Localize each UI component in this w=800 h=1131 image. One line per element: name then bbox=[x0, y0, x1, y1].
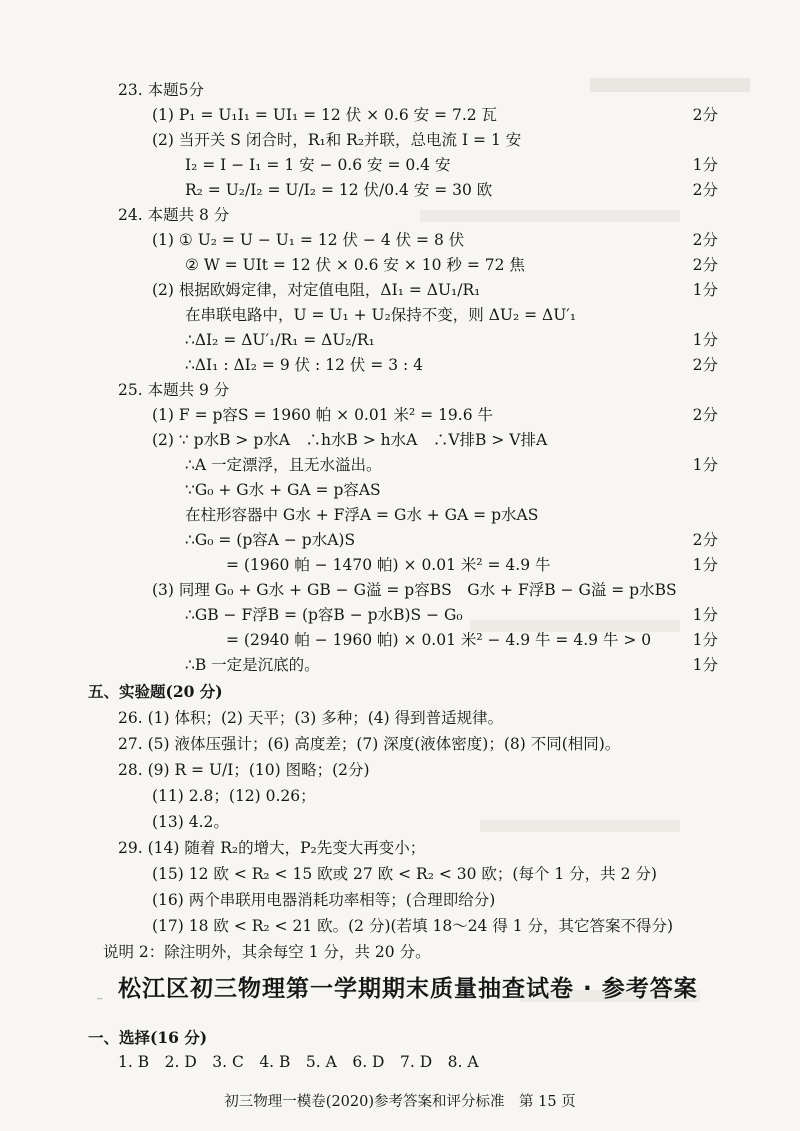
q23-score-1: 2分 bbox=[692, 106, 718, 124]
q23-header: 23. 本题5分 bbox=[118, 81, 204, 99]
q27-answer: 27. (5) 液体压强计；(6) 高度差；(7) 深度(液体密度)；(8) 不同(相同)。 bbox=[118, 735, 621, 753]
document-title: 松江区初三物理第一学期期末质量抽查试卷 · 参考答案 bbox=[118, 976, 698, 1002]
q23-score-3: 1分 bbox=[692, 156, 718, 174]
section5-header: 五、实验题(20 分) bbox=[88, 682, 223, 701]
q29-answer-4: (17) 18 欧 < R₂ < 21 欧。(2 分)(若填 18～24 得 1 分，其它答案不得分) bbox=[152, 917, 674, 935]
q25-header: 25. 本题共 9 分 bbox=[118, 381, 230, 399]
q24-score-3: 1分 bbox=[692, 281, 718, 299]
q25-line-1: (1) F = p容S = 1960 帕 × 0.01 米² = 19.6 牛 bbox=[152, 406, 494, 424]
q29-answer: 29. (14) 随着 R₂的增大，P₂先变大再变小； bbox=[118, 839, 426, 857]
q25-score-3: 1分 bbox=[692, 456, 718, 474]
q25-score-6: 2分 bbox=[692, 531, 718, 549]
q25-line-11: ∴B 一定是沉底的。 bbox=[185, 656, 320, 674]
page-footer: 初三物理一模卷(2020)参考答案和评分标准 第 15 页 bbox=[224, 1094, 576, 1110]
q28-answer-3: (13) 4.2。 bbox=[152, 813, 229, 831]
q25-score-10: 1分 bbox=[692, 631, 718, 649]
q25-score-11: 1分 bbox=[692, 656, 718, 674]
bleed-through-artifact bbox=[480, 820, 680, 832]
q24-header: 24. 本题共 8 分 bbox=[118, 206, 230, 224]
q25-line-7: = (1960 帕 − 1470 帕) × 0.01 米² = 4.9 牛 bbox=[226, 556, 551, 574]
q25-line-10: = (2940 帕 − 1960 帕) × 0.01 米² − 4.9 牛 = 4.9 牛 > 0 bbox=[226, 631, 652, 649]
section1-answers: 1. B 2. D 3. C 4. B 5. A 6. D 7. D 8. A bbox=[118, 1053, 479, 1071]
q24-line-2: ② W = UIt = 12 伏 × 0.6 安 × 10 秒 = 72 焦 bbox=[185, 256, 525, 274]
q25-score-7: 1分 bbox=[692, 556, 718, 574]
section5-note: 说明 2：除注明外，其余每空 1 分，共 20 分。 bbox=[103, 943, 431, 961]
q23-line-1: (1) P₁ = U₁I₁ = UI₁ = 12 伏 × 0.6 安 = 7.2 瓦 bbox=[152, 106, 498, 124]
q29-answer-3: (16) 两个串联用电器消耗功率相等；(合理即给分) bbox=[152, 891, 496, 909]
bleed-through-artifact bbox=[420, 210, 680, 222]
q25-score-1: 2分 bbox=[692, 406, 718, 424]
q24-line-4: 在串联电路中，U = U₁ + U₂保持不变，则 ΔU₂ = ΔU′₁ bbox=[185, 306, 577, 324]
q24-line-3: (2) 根据欧姆定律，对定值电阻，ΔI₁ = ΔU₁/R₁ bbox=[152, 281, 481, 299]
section1-header: 一、选择(16 分) bbox=[88, 1028, 208, 1047]
q24-score-5: 1分 bbox=[692, 331, 718, 349]
q25-line-8: (3) 同理 G₀ + G水 + GB − G溢 = p容BS G水 + F浮B − G溢 = p水BS bbox=[152, 581, 677, 599]
q25-line-3: ∴A 一定漂浮，且无水溢出。 bbox=[185, 456, 382, 474]
q28-answer-2: (11) 2.8；(12) 0.26； bbox=[152, 787, 316, 805]
q25-score-9: 1分 bbox=[692, 606, 718, 624]
q25-line-9: ∴GB − F浮B = (p容B − p水B)S − G₀ bbox=[185, 606, 463, 624]
q25-line-6: ∴G₀ = (p容A − p水A)S bbox=[185, 531, 356, 549]
q23-score-4: 2分 bbox=[692, 181, 718, 199]
q24-line-6: ∴ΔI₁ : ΔI₂ = 9 伏 : 12 伏 = 3 : 4 bbox=[185, 356, 423, 374]
q23-line-4: R₂ = U₂/I₂ = U/I₂ = 12 伏/0.4 安 = 30 欧 bbox=[185, 181, 493, 199]
q24-score-2: 2分 bbox=[692, 256, 718, 274]
q24-score-1: 2分 bbox=[692, 231, 718, 249]
q23-line-2: (2) 当开关 S 闭合时，R₁和 R₂并联，总电流 I = 1 安 bbox=[152, 131, 522, 149]
bleed-dash-mark: ⁻ bbox=[96, 994, 104, 1010]
bleed-through-artifact bbox=[590, 78, 750, 92]
q28-answer: 28. (9) R = U/I；(10) 图略；(2分) bbox=[118, 761, 370, 779]
q25-line-4: ∵G₀ + G水 + GA = p容AS bbox=[185, 481, 381, 499]
q25-line-5: 在柱形容器中 G水 + F浮A = G水 + GA = p水AS bbox=[185, 506, 539, 524]
q24-score-6: 2分 bbox=[692, 356, 718, 374]
q24-line-5: ∴ΔI₂ = ΔU′₁/R₁ = ΔU₂/R₁ bbox=[185, 331, 375, 349]
q24-line-1: (1) ① U₂ = U − U₁ = 12 伏 − 4 伏 = 8 伏 bbox=[152, 231, 465, 249]
q29-answer-2: (15) 12 欧 < R₂ < 15 欧或 27 欧 < R₂ < 30 欧；(每个 1 分，共 2 分) bbox=[152, 865, 657, 883]
q26-answer: 26. (1) 体积；(2) 天平；(3) 多种；(4) 得到普适规律。 bbox=[118, 709, 504, 727]
q23-line-3: I₂ = I − I₁ = 1 安 − 0.6 安 = 0.4 安 bbox=[185, 156, 451, 174]
q25-line-2: (2) ∵ p水B > p水A ∴h水B > h水A ∴V排B > V排A bbox=[152, 431, 548, 449]
